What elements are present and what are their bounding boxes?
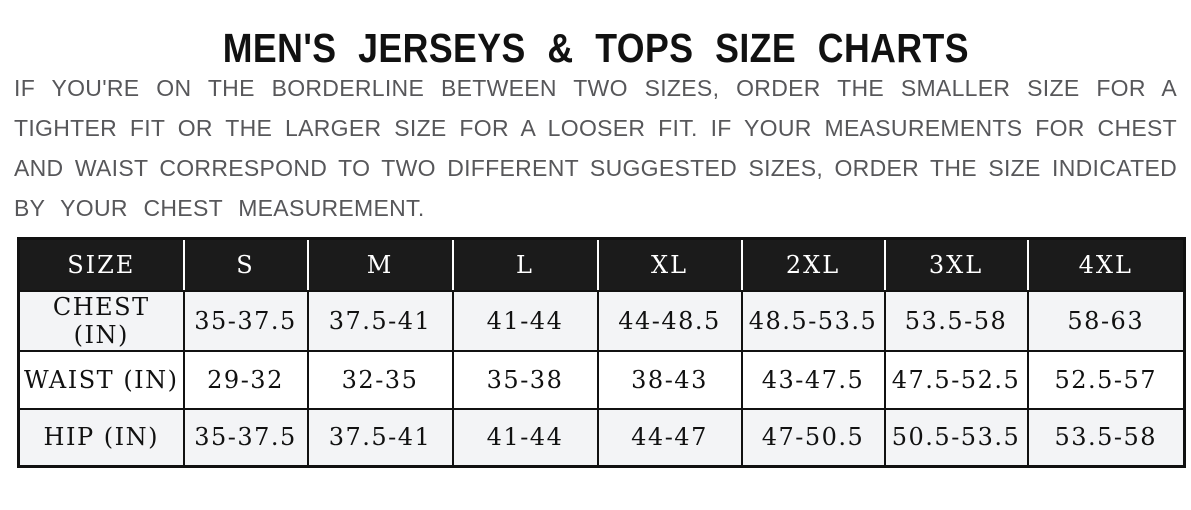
chest-value-l: 41-44 xyxy=(453,291,598,351)
size-chart-row-hip xyxy=(19,409,1185,467)
hip-value-m: 37.5-41 xyxy=(308,409,453,467)
chest-value-m: 37.5-41 xyxy=(308,291,453,351)
waist-value-l: 35-38 xyxy=(453,351,598,409)
chest-value-3xl: 53.5-58 xyxy=(885,291,1028,351)
page-title: MEN'S JERSEYS & TOPS SIZE CHARTS xyxy=(222,25,969,71)
chest-value-4xl: 58-63 xyxy=(1028,291,1185,351)
waist-value-s: 29-32 xyxy=(184,351,308,409)
size-chart-table xyxy=(17,237,1186,468)
waist-value-2xl: 43-47.5 xyxy=(742,351,885,409)
header-cell-4xl: 4XL xyxy=(1028,239,1185,291)
row-label-chest: CHEST (IN) xyxy=(19,291,184,351)
size-chart-row-waist xyxy=(19,351,1185,409)
page-header xyxy=(0,0,1191,71)
header-cell-l: L xyxy=(453,239,598,291)
size-guide-intro xyxy=(14,68,1177,228)
header-cell-s: S xyxy=(184,239,308,291)
hip-value-s: 35-37.5 xyxy=(184,409,308,467)
intro-line-3: AND WAIST CORRESPOND TO TWO DIFFERENT SUGGESTED SIZES, ORDER THE SIZE INDICATED xyxy=(14,155,1177,181)
header-cell-size: SIZE xyxy=(19,239,184,291)
intro-line-1: IF YOU'RE ON THE BORDERLINE BETWEEN TWO SIZES, ORDER THE SMALLER SIZE FOR A xyxy=(14,75,1177,101)
row-label-hip: HIP (IN) xyxy=(19,409,184,467)
size-chart-row-chest xyxy=(19,291,1185,351)
row-label-waist: WAIST (IN) xyxy=(19,351,184,409)
chest-value-s: 35-37.5 xyxy=(184,291,308,351)
waist-value-xl: 38-43 xyxy=(598,351,742,409)
intro-line-2: TIGHTER FIT OR THE LARGER SIZE FOR A LOOSER FIT. IF YOUR MEASUREMENTS FOR CHEST xyxy=(14,115,1177,141)
size-chart-header-row xyxy=(19,239,1185,291)
hip-value-4xl: 53.5-58 xyxy=(1028,409,1185,467)
header-cell-xl: XL xyxy=(598,239,742,291)
header-cell-3xl: 3XL xyxy=(885,239,1028,291)
header-cell-2xl: 2XL xyxy=(742,239,885,291)
intro-line-4: BY YOUR CHEST MEASUREMENT. xyxy=(14,195,425,221)
waist-value-4xl: 52.5-57 xyxy=(1028,351,1185,409)
chest-value-xl: 44-48.5 xyxy=(598,291,742,351)
hip-value-3xl: 50.5-53.5 xyxy=(885,409,1028,467)
waist-value-3xl: 47.5-52.5 xyxy=(885,351,1028,409)
waist-value-m: 32-35 xyxy=(308,351,453,409)
header-cell-m: M xyxy=(308,239,453,291)
chest-value-2xl: 48.5-53.5 xyxy=(742,291,885,351)
hip-value-l: 41-44 xyxy=(453,409,598,467)
hip-value-2xl: 47-50.5 xyxy=(742,409,885,467)
hip-value-xl: 44-47 xyxy=(598,409,742,467)
